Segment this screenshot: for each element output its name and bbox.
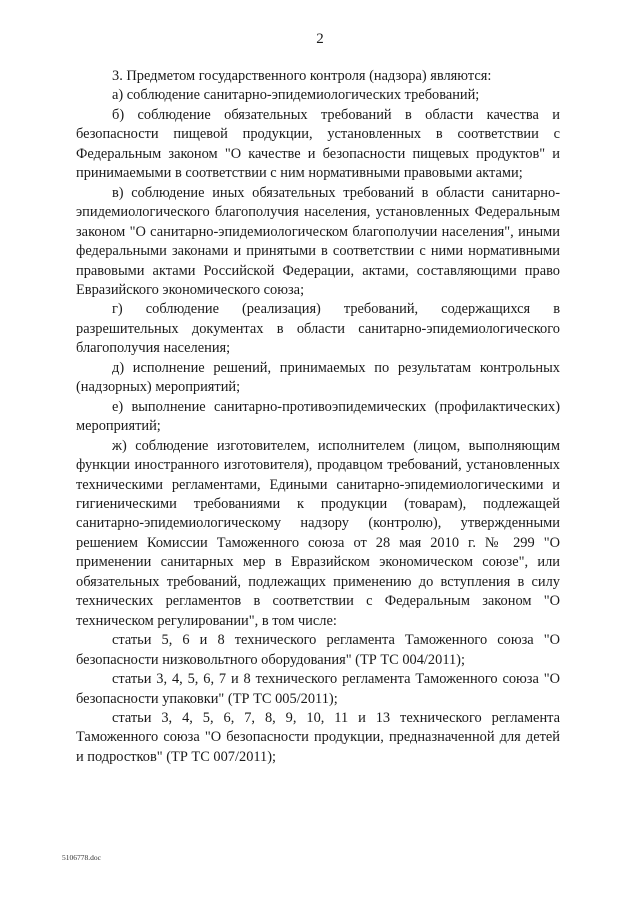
paragraph-item-a: а) соблюдение санитарно-эпидемиологических требований; <box>112 87 480 104</box>
paragraph-item-b: б) соблюдение обязательных требований в области качества и безопасности пищевой продукции, установленных в соответствии с Федеральным законом "О качестве и безопасности пищевых продуктов" и принимаемыми в соответствии с ним нормативными правовыми актами; <box>76 106 560 182</box>
paragraph-item-zh: ж) соблюдение изготовителем, исполнителем (лицом, выполняющим функции иностранного изготовителя), продавцом требований, установленных техническими регламентами, Едиными санитарно-эпидемиологическими и гигиеническими требованиями к продукции (товарам), подлежащей санитарно-эпидемиологическому надзору (контролю), утвержденными решением Комиссии Таможенного союза от 28 мая 2010 г. № 299 "О применении санитарных мер в Евразийском экономическом союзе", или обязательных требований, подлежащих применению до вступления в силу технических регламентов в соответствии с Федеральным законом "О техническом регулировании", в том числе: <box>76 437 560 629</box>
document-body <box>76 67 560 767</box>
page-number: 2 <box>316 31 324 47</box>
paragraph-item-e: е) выполнение санитарно-противоэпидемических (профилактических) мероприятий; <box>76 398 560 435</box>
paragraph-item-v: в) соблюдение иных обязательных требований в области санитарно-эпидемиологического благополучия населения, установленных Федеральным законом "О санитарно-эпидемиологическом благополучии населения", иными федеральными законами и принятыми в соответствии с ними нормативными правовыми актами Российской Федерации, актами, составляющими право Евразийского экономического союза; <box>76 184 560 298</box>
footer-file-name: 5106778.doc <box>62 853 101 862</box>
paragraph-tr-ts-004: статьи 5, 6 и 8 технического регламента Таможенного союза "О безопасности низковольтного оборудования" (ТР ТС 004/2011); <box>76 632 560 668</box>
paragraph-tr-ts-007: статьи 3, 4, 5, 6, 7, 8, 9, 10, 11 и 13 технического регламента Таможенного союза "О безопасности продукции, предназначенной для детей и подростков" (ТР ТС 007/2011); <box>76 709 560 765</box>
paragraph-tr-ts-005: статьи 3, 4, 5, 6, 7 и 8 технического регламента Таможенного союза "О безопасности упаковки" (ТР ТС 005/2011); <box>76 671 560 707</box>
paragraph-item-g: г) соблюдение (реализация) требований, содержащихся в разрешительных документах в области санитарно-эпидемиологического благополучия населения; <box>76 301 560 357</box>
paragraph-item-d: д) исполнение решений, принимаемых по результатам контрольных (надзорных) мероприятий; <box>76 359 560 396</box>
paragraph-subject-of-control: 3. Предметом государственного контроля (надзора) являются: <box>112 68 492 84</box>
